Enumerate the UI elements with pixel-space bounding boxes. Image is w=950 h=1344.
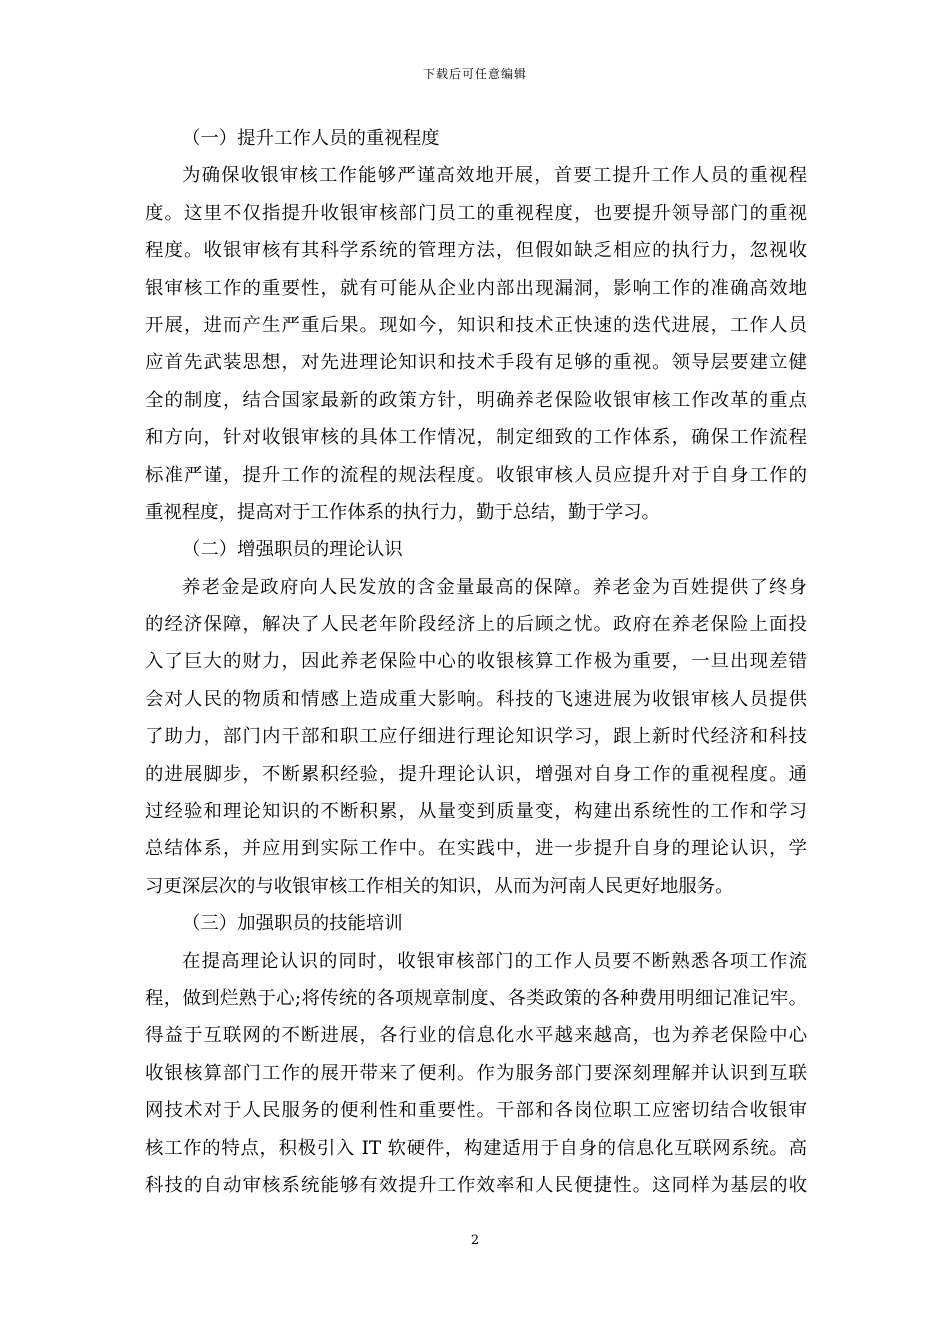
paragraph-line: 的经济保障，解决了人民老年阶段经济上的后顾之忧。政府在养老保险上面投	[145, 614, 807, 636]
paragraph-line: 总结体系，并应用到实际工作中。在实践中，进一步提升自身的理论认识，学	[145, 838, 807, 860]
paragraph-line: 科技的自动审核系统能够有效提升工作效率和人民便捷性。这同样为基层的收	[145, 1174, 807, 1196]
paragraph-line: 全的制度，结合国家最新的政策方针，明确养老保险收银审核工作改革的重点	[145, 389, 807, 411]
paragraph-line: 入了巨大的财力，因此养老保险中心的收银核算工作极为重要，一旦出现差错	[145, 651, 807, 673]
paragraph-line: 网技术对于人民服务的便利性和重要性。干部和各岗位职工应密切结合收银审	[145, 1100, 807, 1122]
paragraph-line: 核工作的特点，积极引入 IT 软硬件，构建适用于自身的信息化互联网系统。高	[145, 1137, 807, 1159]
paragraph-line: 银审核工作的重要性，就有可能从企业内部出现漏洞，影响工作的准确高效地	[145, 277, 807, 299]
paragraph-line: 在提高理论认识的同时，收银审核部门的工作人员要不断熟悉各项工作流	[182, 950, 807, 972]
paragraph-line: 应首先武装思想，对先进理论知识和技术手段有足够的重视。领导层要建立健	[145, 352, 807, 374]
page-header: 下载后可任意编辑	[422, 67, 527, 81]
paragraph-line: 收银核算部门工作的展开带来了便利。作为服务部门要深刻理解并认识到互联	[145, 1062, 807, 1084]
section-heading: （一）提升工作人员的重视程度	[182, 128, 440, 149]
section-heading: （三）加强职员的技能培训	[182, 913, 403, 935]
paragraph-line: 度。这里不仅指提升收银审核部门员工的重视程度，也要提升领导部门的重视	[145, 202, 807, 224]
paragraph-line: 得益于互联网的不断进展，各行业的信息化水平越来越高，也为养老保险中心	[145, 1025, 807, 1047]
paragraph-line: 标准严谨，提升工作的流程的规法程度。收银审核人员应提升对于自身工作的	[145, 464, 807, 486]
paragraph-line: 重视程度，提高对于工作体系的执行力，勤于总结，勤于学习。	[145, 501, 660, 523]
paragraph-line: 习更深层次的与收银审核工作相关的知识，从而为河南人民更好地服务。	[145, 875, 734, 897]
page-number: 2	[470, 1233, 480, 1248]
paragraph-line: 程度。收银审核有其科学系统的管理方法，但假如缺乏相应的执行力，忽视收	[145, 240, 807, 262]
paragraph-line: 和方向，针对收银审核的具体工作情况，制定细致的工作体系，确保工作流程	[145, 427, 807, 449]
paragraph-line: 了助力，部门内干部和职工应仔细进行理论知识学习，跟上新时代经济和科技	[145, 726, 807, 748]
document-body	[145, 120, 807, 1204]
paragraph-line: 过经验和理论知识的不断积累，从量变到质量变，构建出系统性的工作和学习	[145, 801, 807, 823]
paragraph-line: 程，做到烂熟于心;将传统的各项规章制度、各类政策的各种费用明细记准记牢。	[145, 987, 807, 1009]
paragraph-line: 开展，进而产生严重后果。现如今，知识和技术正快速的迭代进展，工作人员	[145, 314, 807, 336]
paragraph-line: 为确保收银审核工作能够严谨高效地开展，首要工提升工作人员的重视程	[182, 165, 807, 187]
paragraph-line: 的进展脚步，不断累积经验，提升理论认识，增强对自身工作的重视程度。通	[145, 763, 807, 785]
section-heading: （二）增强职员的理论认识	[182, 539, 403, 561]
paragraph-line: 会对人民的物质和情感上造成重大影响。科技的飞速进展为收银审核人员提供	[145, 688, 807, 710]
paragraph-line: 养老金是政府向人民发放的含金量最高的保障。养老金为百姓提供了终身	[182, 576, 807, 598]
